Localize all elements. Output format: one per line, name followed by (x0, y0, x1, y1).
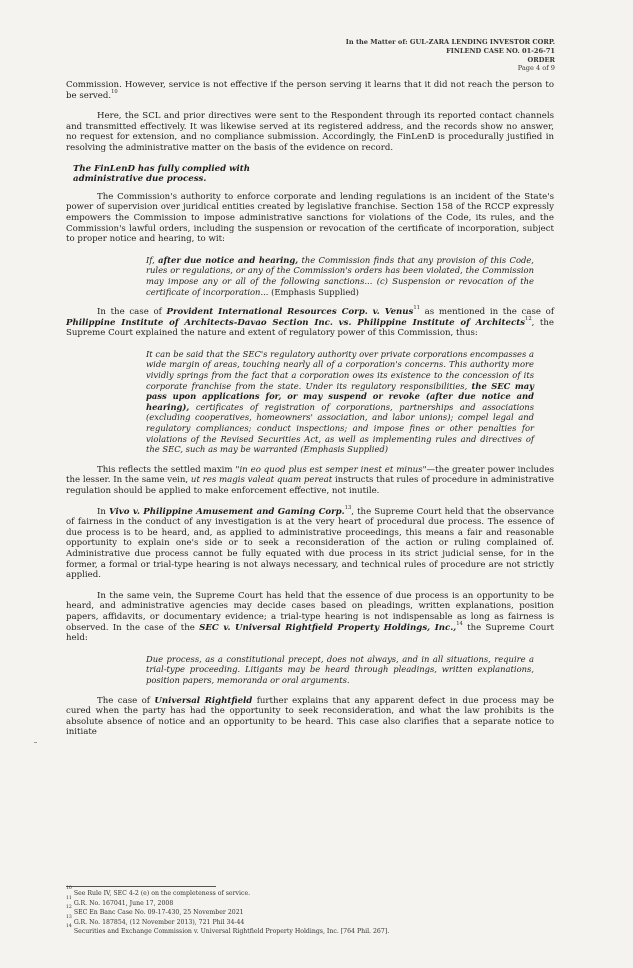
footnote-item: $^{14}$ Securities and Exchange Commission v. Universal Rightfield Property Holdings, Inc. [764 Phil. 267]. (66, 924, 390, 936)
blockquote-section-158: If, after due notice and hearing, the Commission finds that any provision of this Code, rules or regulations, or any of the Commission's orders has been violated, the Commission may impose any or all of the following sanctions... (c) Suspension or revocation of the certificate of incorporation... (Emphasis Supplied) (146, 254, 534, 297)
footnote-ref: 10 (111, 88, 118, 95)
case-citation: Provident International Resources Corp. v. Venus (166, 307, 414, 318)
footnote-item: $^{13}$ G.R. No. 187854, (12 November 2013), 721 Phil 34-44 (66, 914, 245, 926)
footnotes (66, 886, 554, 937)
paragraph-vivo-case: In Vivo v. Philippine Amusement and Gaming Corp.$^{13}$, the Supreme Court held that the observance of fairness in the conduct of any investigation is at the very heart of procedural due process. The essence of due process is to be heard, and, as applied to administrative proceedings, this means a fair and reasonable opportunity to explain one's side or to seek a reconsideration of the action or ruling complained of. Administrative due process cannot be fully equated with due process in its strict judicial sense, for in the former, a formal or trial-type hearing is not always necessary, and technical rules of procedure are not strictly applied. (66, 504, 555, 581)
paragraph-universal-rightfield: The case of Universal Rightfield further explains that any apparent defect in due process may be cured when the party has had the opportunity to seek reconsideration, and what the law prohibits is the absolute absence of notice and an opportunity to be heard. This case also clarifies that a separate notice to initiate (66, 695, 554, 738)
paragraph-service: Commission. However, service is not effective if the person serving it learns that it did not reach the person to be served.$^{10}$ (66, 80, 554, 101)
case-citation: Philippine Institute of Architects-Davao Section Inc. vs. Philippine Institute of Architects (66, 317, 526, 328)
footnote-item: $^{11}$ G.R. No. 167041, June 17, 2008 (66, 895, 174, 907)
footnote-separator (66, 886, 216, 887)
header-page-number: Page 4 of 9 (517, 64, 555, 73)
paragraph-provident-case: In the case of Provident International Resources Corp. v. Venus$^{11}$ as mentioned in the case of Philippine Institute of Architects-Davao Section Inc. vs. Philippine Institute of Architects$^{12}$, the Supreme Court explained the nature and extent of regulatory power of this Commission, thus: (66, 305, 555, 339)
footnote-ref: 11 (413, 305, 420, 312)
footnote-ref: 12 (525, 315, 532, 322)
header-document-type: ORDER (527, 55, 555, 64)
paragraph-commission-authority: The Commission's authority to enforce corporate and lending regulations is an incident of the State's power of supervision over juridical entities created by legislative franchise. Section 158 of the RCCP expressly empowers the Commission to impose administrative sanctions for violations of the Code, its rules, and the Commission's lawful orders, including the suspension or revocation of the certificate of incorporation, subject to proper notice and hearing, to wit: (66, 191, 554, 245)
footnote-ref: 14 (456, 620, 463, 627)
case-citation: SEC v. Universal Rightfield Property Holdings, Inc., (199, 622, 457, 633)
footnote-ref: 13 (344, 504, 352, 511)
case-citation: Vivo v. Philippine Amusement and Gaming Corp. (109, 506, 345, 517)
document-body (66, 80, 554, 738)
paragraph-scl-service: Here, the SCL and prior directives were sent to the Respondent through its reported contact channels and transmitted effectively. It was likewise served at its registered address, and the records show no answer, no request for extension, and no compliance submission. Accordingly, the FinLenD is procedurally justified in resolving the administrative matter on the basis of the evidence on record. (66, 111, 554, 153)
footnote-item: $^{10}$ See Rule IV, SEC 4-2 (e) on the completeness of service. (66, 886, 251, 897)
paragraph-maxim: This reflects the settled maxim "in eo quod plus est semper inest et minus"—the greater power includes the lesser. In the same vein, ut res magis valeat quam pereat instructs that rules of procedure in administrative regulation should be applied to make enforcement effective, not inutile. (66, 464, 554, 496)
header-case-number: FINLEND CASE NO. 01-26-71 (446, 46, 555, 55)
section-heading: The FinLenD has fully complied with administrative due process. (73, 163, 250, 185)
page-header (346, 38, 555, 73)
footnote-item: $^{12}$ SEC En Banc Case No. 09-17-430, 25 November 2021 (66, 905, 244, 917)
blockquote-due-process: Due process, as a constitutional precept, does not always, and in all situations, require a trial-type proceeding. Litigants may be heard through pleadings, written explanations, position papers, memoranda or oral arguments. (146, 653, 534, 685)
case-citation: Universal Rightfield (154, 695, 253, 706)
header-case-title: In the Matter of: GUL-ZARA LENDING INVESTOR CORP. (345, 38, 555, 46)
paragraph-opportunity-heard: In the same vein, the Supreme Court has held that the essence of due process is an opportunity to be heard, and administrative agencies may decide cases based on pleadings, written explanations, position papers, affidavits, or documentary evidence; a trial-type hearing is not indispensable as long as fairness is observed. In the case of the SEC v. Universal Rightfield Property Holdings, Inc.,$^{14}$ the Supreme Court held: (66, 590, 555, 644)
blockquote-sec-regulatory: It can be said that the SEC's regulatory authority over private corporations encompasses a wide margin of areas, touching nearly all of a corporation's concerns. This authority more vividly springs from the fact that a corporation owes its existence to the concession of its corporate franchise from the state. Under its regulatory responsibilities, the SEC may pass upon applications for, or may suspend or revoke (after due notice and hearing), certificates of registration of corporations, partnerships and associations (excluding cooperatives, homeowners' association, and labor unions); compel legal and regulatory compliances; conduct inspections; and impose fines or other penalties for violations of the Revised Securities Act, as well as implementing rules and directives of the SEC, such as may be warranted (Emphasis Supplied) (146, 348, 534, 455)
scan-artifact (34, 742, 37, 743)
